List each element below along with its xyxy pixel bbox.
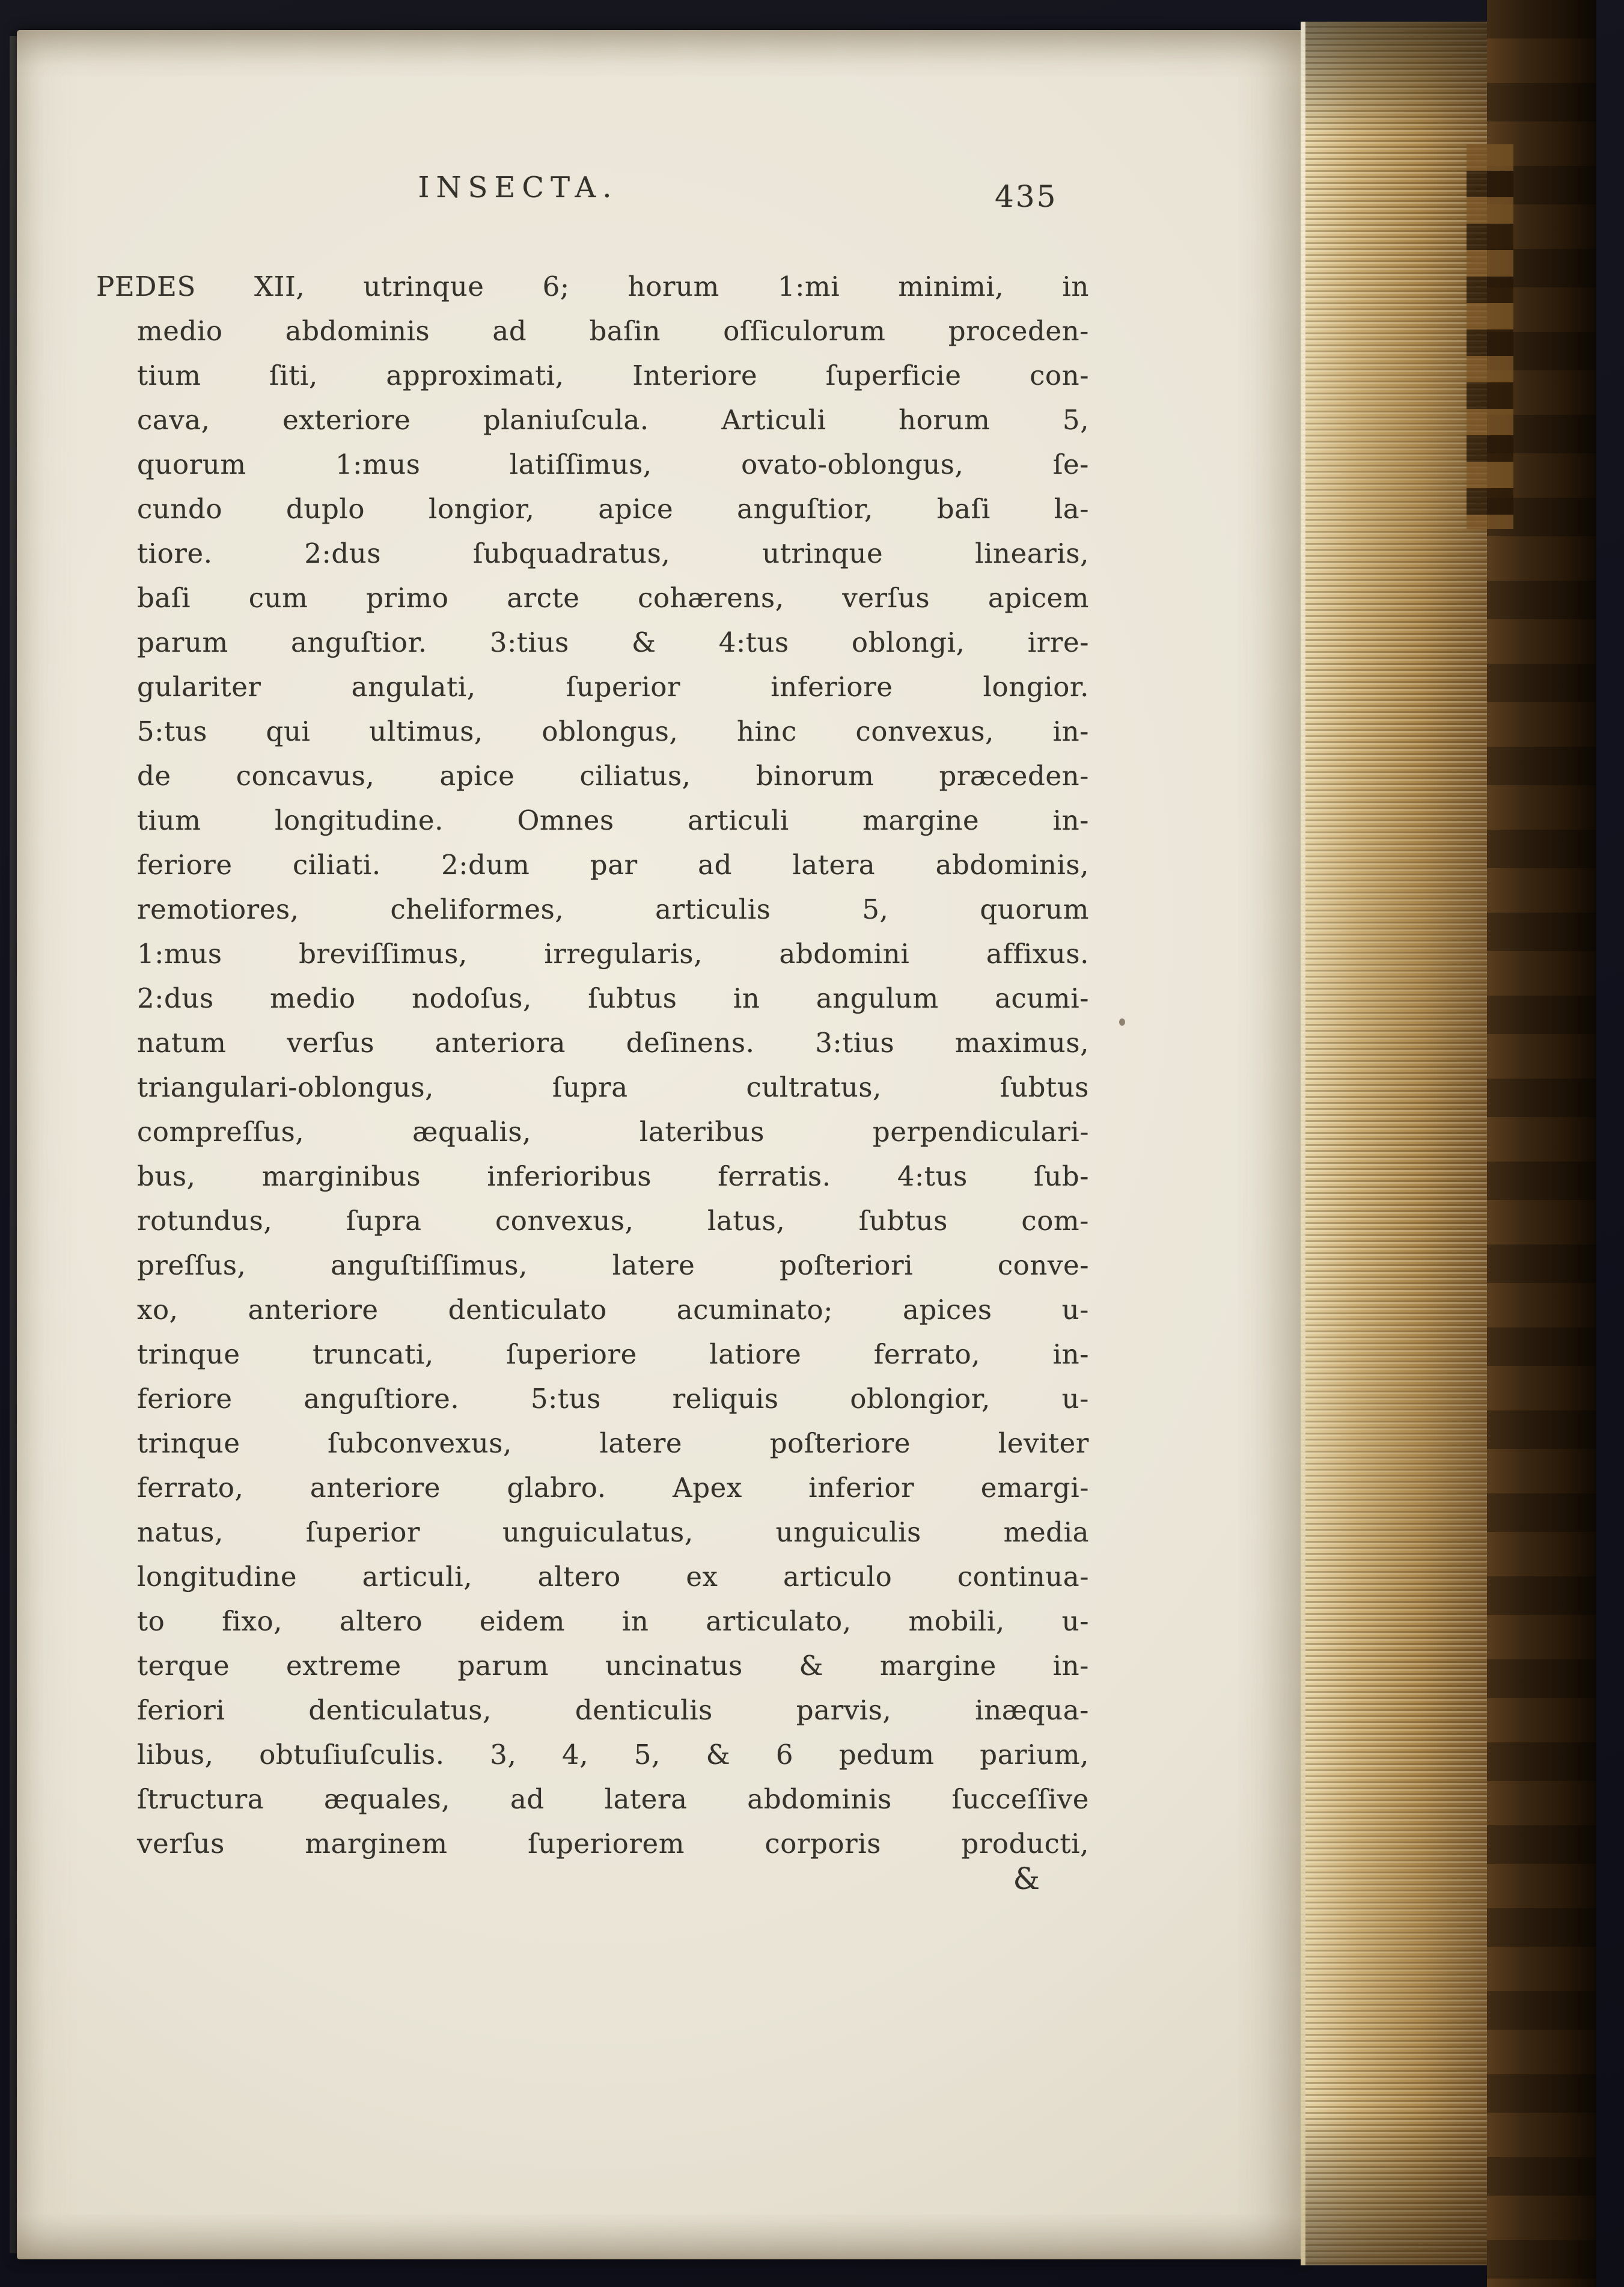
text-line: cundo duplo longior, apice anguſtior, baſi la- [137, 493, 1089, 525]
text-line: rotundus, ſupra convexus, latus, ſubtus com- [137, 1205, 1089, 1237]
text-line: libus, obtuſiuſculis. 3, 4, 5, & 6 pedum parium, [137, 1739, 1089, 1771]
text-line: feriori denticulatus, denticulis parvis, inæqua- [137, 1694, 1089, 1726]
text-line: 1:mus breviſſimus, irregularis, abdomini affixus. [137, 938, 1089, 970]
body-text [96, 265, 1089, 1866]
paper-speck [1119, 1018, 1125, 1026]
text-line: xo, anteriore denticulato acuminato; apices u- [137, 1294, 1089, 1326]
text-line: cava, exteriore planiuſcula. Articuli horum 5, [137, 404, 1089, 436]
text-line: trinque ſubconvexus, latere poſteriore leviter [137, 1427, 1089, 1459]
text-line: tiore. 2:dus ſubquadratus, utrinque linearis, [137, 537, 1089, 569]
text-line: parum anguſtior. 3:tius & 4:tus oblongi, irre- [137, 626, 1089, 658]
text-line: quorum 1:mus latiſſimus, ovato-oblongus, ſe- [137, 449, 1089, 480]
text-line: PEDES XII, utrinque 6; horum 1:mi minimi, in [96, 271, 1089, 302]
text-line: gulariter angulati, ſuperior inferiore longior. [137, 671, 1089, 703]
text-line: de concavus, apice ciliatus, binorum præceden- [137, 760, 1089, 792]
text-line: ferrato, anteriore glabro. Apex inferior emargi- [137, 1472, 1089, 1504]
text-line: compreſſus, æqualis, lateribus perpendiculari- [137, 1116, 1089, 1148]
text-line: triangulari-oblongus, ſupra cultratus, ſubtus [137, 1071, 1089, 1103]
text-line: bus, marginibus inferioribus ferratis. 4:tus ſub- [137, 1160, 1089, 1192]
text-line: longitudine articuli, altero ex articulo continua- [137, 1561, 1089, 1593]
text-line: terque extreme parum uncinatus & margine in- [137, 1650, 1089, 1682]
text-line: 5:tus qui ultimus, oblongus, hinc convexus, in- [137, 715, 1089, 747]
text-line: tium ſiti, approximati, Interiore ſuperficie con- [137, 360, 1089, 391]
running-title: INSECTA. [418, 171, 618, 204]
catchword: & [1013, 1861, 1040, 1896]
text-line: tium longitudine. Omnes articuli margine in- [137, 804, 1089, 836]
page-left-edge [10, 36, 17, 2253]
text-line: natum verſus anteriora deſinens. 3:tius maximus, [137, 1027, 1089, 1059]
text-line: ſtructura æquales, ad latera abdominis ſucceſſive [137, 1783, 1089, 1815]
text-line: verſus marginem ſuperiorem corporis producti, [137, 1828, 1089, 1860]
book-page [17, 30, 1301, 2259]
text-line: to fixo, altero eidem in articulato, mobili, u- [137, 1605, 1089, 1637]
text-line: natus, ſuperior unguiculatus, unguiculis media [137, 1516, 1089, 1548]
text-line: baſi cum primo arcte cohærens, verſus apicem [137, 582, 1089, 614]
text-line: 2:dus medio nodoſus, ſubtus in angulum acumi- [137, 982, 1089, 1014]
text-line: feriore ciliati. 2:dum par ad latera abdominis, [137, 849, 1089, 881]
fore-edge-pages [1301, 22, 1487, 2265]
page-number: 435 [995, 179, 1058, 214]
binding-texture [1467, 144, 1513, 529]
text-line: feriore anguſtiore. 5:tus reliquis oblongior, u- [137, 1383, 1089, 1415]
text-line: trinque truncati, ſuperiore latiore ferrato, in- [137, 1338, 1089, 1370]
text-line: remotiores, cheliformes, articulis 5, quorum [137, 893, 1089, 925]
text-line: preſſus, anguſtiſſimus, latere poſteriori conve- [137, 1249, 1089, 1281]
text-line: medio abdominis ad baſin oſſiculorum proceden- [137, 315, 1089, 347]
